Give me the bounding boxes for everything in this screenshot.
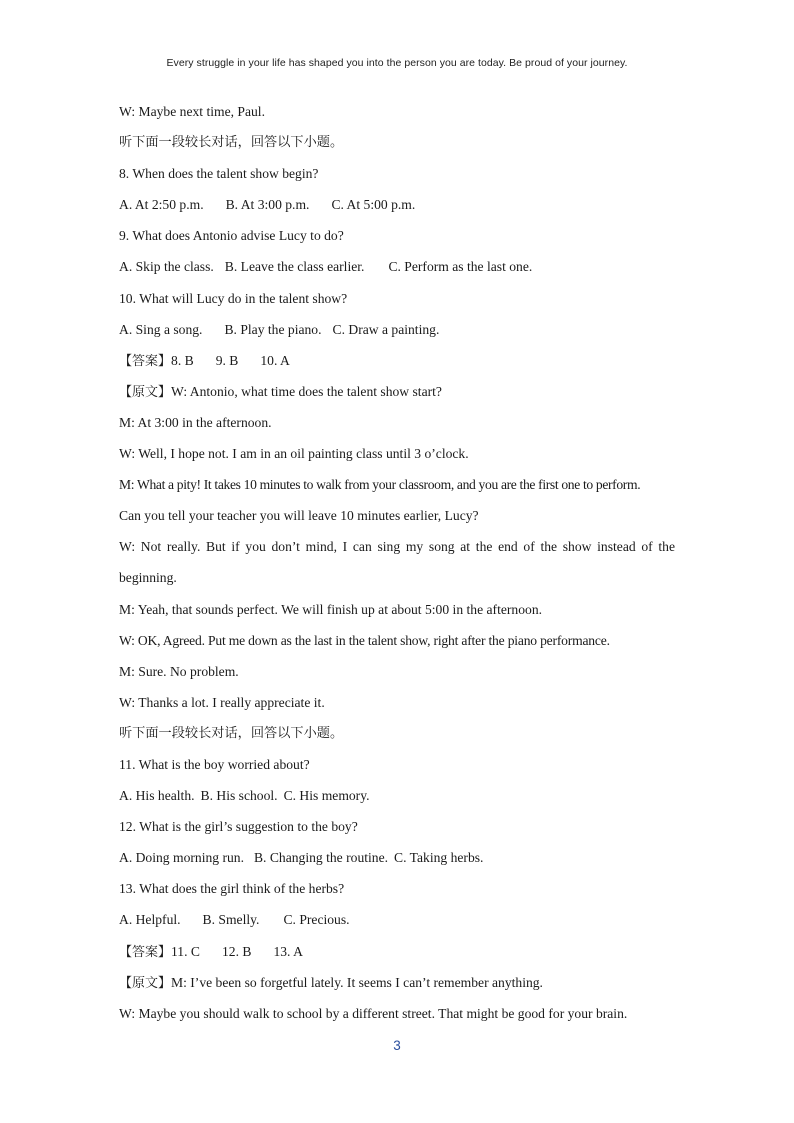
dialogue-closing-line: W: Maybe next time, Paul. <box>119 104 265 119</box>
transcript-tag: 【原文】 <box>119 975 172 991</box>
option-c: C. At 5:00 p.m. <box>331 197 416 213</box>
transcript-line: W: Thanks a lot. I really appreciate it. <box>119 694 325 710</box>
question-8: 8. When does the talent show begin? <box>119 166 319 182</box>
option-b: B. Play the piano. <box>224 321 322 337</box>
transcript-line: beginning. <box>119 570 177 586</box>
question-10-options <box>119 320 679 351</box>
page-header-motto: Every struggle in your life has shaped you into the person you are today. Be proud of your journey. <box>166 57 628 69</box>
transcript-line: W: Not really. But if you don’t mind, I can sing my song at the end of the show instead of the <box>119 539 675 555</box>
answer-9: 9. B <box>215 352 239 368</box>
question-10: 10. What will Lucy do in the talent show? <box>119 290 348 306</box>
transcript-line: W: OK, Agreed. Put me down as the last in the talent show, right after the piano performance. <box>119 632 610 648</box>
option-a: A. Skip the class. <box>119 259 214 275</box>
option-c: C. Draw a painting. <box>332 321 440 337</box>
question-9: 9. What does Antonio advise Lucy to do? <box>119 228 344 244</box>
option-b: B. Smelly. <box>202 912 260 928</box>
transcript-line: M: At 3:00 in the afternoon. <box>119 414 272 430</box>
transcript-line <box>119 382 679 413</box>
option-c: C. Precious. <box>283 912 350 928</box>
option-a: A. His health. <box>119 788 195 804</box>
question-8-options <box>119 195 679 226</box>
option-b: B. Leave the class earlier. <box>224 259 365 275</box>
answer-11: 11. C <box>171 943 200 959</box>
option-a: A. Sing a song. <box>119 321 203 337</box>
section-instruction: 听下面一段较长对话，回答以下小题。 <box>119 725 344 741</box>
section-instruction: 听下面一段较长对话，回答以下小题。 <box>119 135 344 151</box>
transcript-line: M: Yeah, that sounds perfect. We will finish up at about 5:00 in the afternoon. <box>119 601 543 617</box>
document-body <box>119 102 679 1035</box>
option-c: C. Perform as the last one. <box>388 259 533 275</box>
transcript-line <box>119 973 679 1004</box>
transcript-line: W: Well, I hope not. I am in an oil painting class until 3 o’clock. <box>119 446 469 462</box>
answer-tag: 【答案】 <box>119 353 172 369</box>
question-13-options <box>119 910 679 941</box>
transcript-text: W: Antonio, what time does the talent show start? <box>171 383 442 399</box>
answer-8: 8. B <box>171 352 194 368</box>
question-12-options <box>119 848 679 879</box>
question-11: 11. What is the boy worried about? <box>119 756 310 772</box>
transcript-line: M: Sure. No problem. <box>119 663 239 679</box>
option-b: B. His school. <box>200 788 278 804</box>
page-number: 3 <box>393 1038 401 1053</box>
option-c: C. Taking herbs. <box>394 850 484 866</box>
transcript-text: M: I’ve been so forgetful lately. It seems I can’t remember anything. <box>171 974 543 990</box>
answer-12: 12. B <box>221 943 252 959</box>
question-9-options <box>119 257 679 288</box>
transcript-line: Can you tell your teacher you will leave 10 minutes earlier, Lucy? <box>119 508 479 524</box>
transcript-line: M: What a pity! It takes 10 minutes to walk from your classroom, and you are the first one to perform. <box>119 477 641 493</box>
answer-key <box>119 351 679 382</box>
question-12: 12. What is the girl’s suggestion to the boy? <box>119 819 358 835</box>
transcript-tag: 【原文】 <box>119 384 172 400</box>
option-a: A. At 2:50 p.m. <box>119 197 204 213</box>
question-13: 13. What does the girl think of the herbs? <box>119 881 345 897</box>
transcript-line: W: Maybe you should walk to school by a different street. That might be good for your brain. <box>119 1005 628 1021</box>
option-b: B. At 3:00 p.m. <box>225 197 310 213</box>
answer-13: 13. A <box>273 943 303 959</box>
question-11-options <box>119 786 679 817</box>
answer-10: 10. A <box>260 352 290 368</box>
option-c: C. His memory. <box>283 788 370 804</box>
option-a: A. Doing morning run. <box>119 850 244 866</box>
option-b: B. Changing the routine. <box>253 850 389 866</box>
option-a: A. Helpful. <box>119 912 181 928</box>
answer-tag: 【答案】 <box>119 944 172 960</box>
answer-key <box>119 942 679 973</box>
